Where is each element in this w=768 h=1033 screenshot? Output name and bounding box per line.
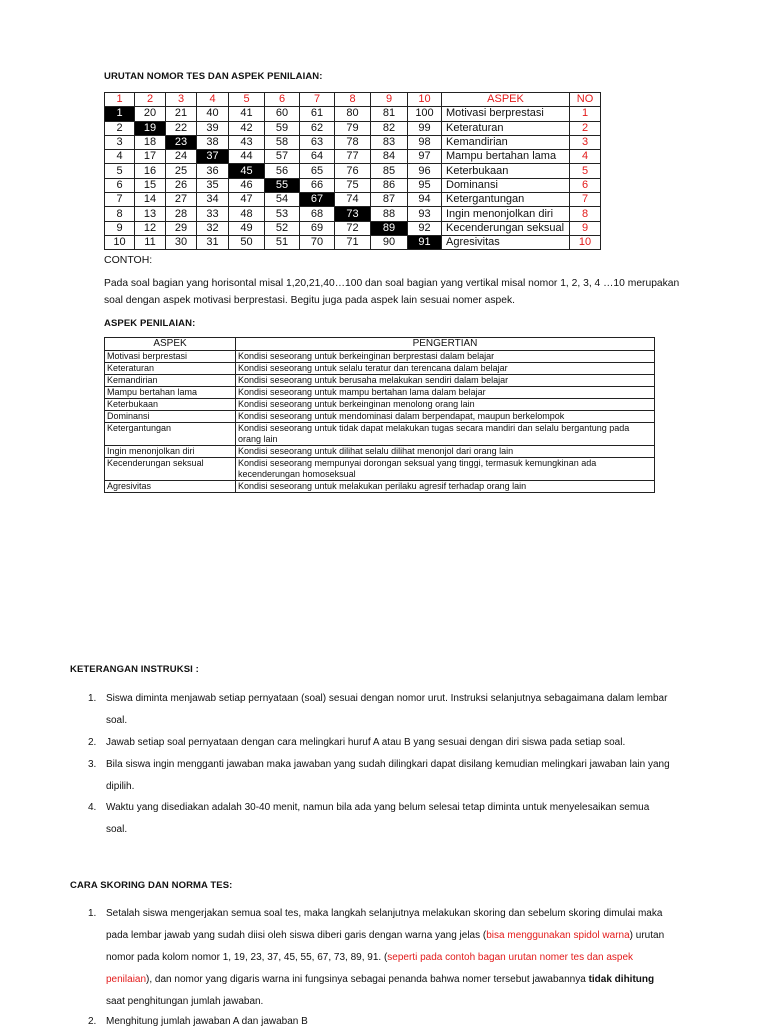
table-cell: 64 [300,150,335,164]
table-cell: 66 [300,178,335,192]
skoring-line: pada lembar jawab yang sudah diisi oleh siswa diberi garis dengan warna yang jelas (bisa menggunakan spidol warna) urutan [106,930,665,941]
table-cell: 44 [229,150,265,164]
instruksi-line: Jawab setiap soal pernyataan dengan cara melingkari huruf A atau B yang sesuai dengan diri siswa pada setiap soal. [106,737,626,748]
pengertian-cell: Kondisi seseorang untuk tidak dapat melakukan tugas secara mandiri dan selalu bergantung pada orang lain [236,423,655,446]
table-cell: 27 [166,193,197,207]
table-header-cell: 7 [300,93,335,107]
no-cell: 2 [570,121,601,135]
aspek-cell: Kecenderungan seksual [442,221,570,235]
table-cell: 30 [166,235,197,249]
skoring-line: Setalah siswa mengerjakan semua soal tes, maka langkah selanjutnya melakukan skoring dan sebelum skoring dimulai maka [106,908,663,919]
table-cell: 48 [229,207,265,221]
table-cell: 34 [197,193,229,207]
pengertian-cell: Kondisi seseorang untuk mampu bertahan lama dalam belajar [236,387,655,399]
table-cell: 19 [135,121,166,135]
table-cell: 52 [265,221,300,235]
table-row [105,481,655,493]
table-cell: 32 [197,221,229,235]
aspek-cell: Keterbukaan [442,164,570,178]
list-number: 1. [88,693,97,704]
table-cell: 9 [105,221,135,235]
table-cell: 59 [265,121,300,135]
aspek-cell: Dominansi [105,411,236,423]
pengertian-cell: Kondisi seseorang untuk mendominasi dalam berpendapat, maupun berkelompok [236,411,655,423]
table-cell: 80 [335,107,371,121]
table-row [105,351,655,363]
table-cell: 54 [265,193,300,207]
aspek-cell: Ketergantungan [442,193,570,207]
table-header-cell: 2 [135,93,166,107]
aspek-cell: Motivasi berprestasi [442,107,570,121]
table-cell: 79 [335,121,371,135]
table-cell: 89 [371,221,408,235]
table-cell: 53 [265,207,300,221]
aspek-cell: Keteraturan [442,121,570,135]
skoring-line: penilaian), dan nomor yang digaris warna ini fungsinya sebagai penanda bahwa nomer tersebut jawabannya tidak dihitung [106,974,655,985]
table-cell: 16 [135,164,166,178]
instruksi-item [88,754,706,798]
pengertian-cell: Kondisi seseorang untuk selalu teratur dan terencana dalam belajar [236,363,655,375]
table-cell: 43 [229,135,265,149]
section-title-skoring: CARA SKORING DAN NORMA TES: [70,880,233,891]
table-cell: 67 [300,193,335,207]
table-cell: 49 [229,221,265,235]
table-cell: 40 [197,107,229,121]
table-cell: 70 [300,235,335,249]
list-number: 3. [88,759,97,770]
table-row [105,164,601,178]
table-row [105,207,601,221]
aspek-cell: Keteraturan [105,363,236,375]
table-cell: 50 [229,235,265,249]
aspek-cell: Kemandirian [442,135,570,149]
table-cell: 10 [105,235,135,249]
table-cell: 77 [335,150,371,164]
table-cell: 86 [371,178,408,192]
table-cell: 41 [229,107,265,121]
section-title-instruksi: KETERANGAN INSTRUKSI : [70,664,199,675]
table-row [105,458,655,481]
aspek-cell: Agresivitas [105,481,236,493]
table-cell: 99 [408,121,442,135]
table-cell: 74 [335,193,371,207]
table-row [105,363,655,375]
table-row [105,221,601,235]
instruksi-line: dipilih. [106,781,135,792]
instruksi-line: Bila siswa ingin mengganti jawaban maka jawaban yang sudah dilingkari dapat disilang kemudian melingkari jawaban lain yang [106,759,670,770]
table-cell: 29 [166,221,197,235]
list-number: 4. [88,802,97,813]
table-cell: 75 [335,178,371,192]
table-row [105,387,655,399]
table-cell: 39 [197,121,229,135]
skoring-line: nomor pada kolom nomor 1, 19, 23, 37, 45, 55, 67, 73, 89, 91. (seperti pada contoh bagan urutan nomer tes dan aspek [106,952,634,963]
table-cell: 97 [408,150,442,164]
table-cell: 68 [300,207,335,221]
table-cell: 15 [135,178,166,192]
table-cell: 98 [408,135,442,149]
table-cell: 28 [166,207,197,221]
table-cell: 35 [197,178,229,192]
no-cell: 4 [570,150,601,164]
table-cell: 17 [135,150,166,164]
table-cell: 65 [300,164,335,178]
table-row [105,107,601,121]
table-cell: 72 [335,221,371,235]
no-cell: 10 [570,235,601,249]
aspek-cell: Ingin menonjolkan diri [442,207,570,221]
table-cell: 93 [408,207,442,221]
table-cell: 91 [408,235,442,249]
table-cell: 88 [371,207,408,221]
table-cell: 21 [166,107,197,121]
table-cell: 18 [135,135,166,149]
table-header-cell: 6 [265,93,300,107]
skoring-line: saat penghitungan jumlah jawaban. [106,996,264,1007]
no-cell: 5 [570,164,601,178]
table-cell: 1 [105,107,135,121]
table-cell: 55 [265,178,300,192]
table-cell: 90 [371,235,408,249]
table-row [105,178,601,192]
table-header-cell: NO [570,93,601,107]
skoring-item-2 [88,1011,706,1033]
table-cell: 60 [265,107,300,121]
table-row [105,423,655,446]
no-cell: 8 [570,207,601,221]
table-cell: 69 [300,221,335,235]
aspek-cell: Kecenderungan seksual [105,458,236,481]
contoh-label: CONTOH: [104,254,153,266]
table-cell: 84 [371,150,408,164]
table-row [105,150,601,164]
table-row [105,121,601,135]
table-cell: 20 [135,107,166,121]
table-cell: 23 [166,135,197,149]
instruksi-line: Siswa diminta menjawab setiap pernyataan (soal) sesuai dengan nomor urut. Instruksi selanjutnya sebagaimana dalam lembar [106,693,668,704]
table-cell: 81 [371,107,408,121]
table-cell: 6 [105,178,135,192]
aspek-penilaian-table [104,337,655,493]
section-title-aspek: ASPEK PENILAIAN: [104,318,196,329]
table-cell: 95 [408,178,442,192]
table-cell: 46 [229,178,265,192]
table-cell: 85 [371,164,408,178]
table-header-cell: 10 [408,93,442,107]
pengertian-cell: Kondisi seseorang untuk berusaha melakukan sendiri dalam belajar [236,375,655,387]
table-cell: 57 [265,150,300,164]
no-cell: 3 [570,135,601,149]
pengertian-cell: Kondisi seseorang untuk berkeinginan berprestasi dalam belajar [236,351,655,363]
table-header-cell: 3 [166,93,197,107]
table-cell: 38 [197,135,229,149]
table-cell: 2 [105,121,135,135]
instruksi-line: soal. [106,715,128,726]
table-header-cell: 8 [335,93,371,107]
table-cell: 26 [166,178,197,192]
table-cell: 51 [265,235,300,249]
aspek-cell: Agresivitas [442,235,570,249]
no-cell: 9 [570,221,601,235]
table-cell: 87 [371,193,408,207]
table-header-cell: 1 [105,93,135,107]
table-row [105,411,655,423]
table-cell: 96 [408,164,442,178]
contoh-text: Pada soal bagian yang horisontal misal 1,20,21,40…100 dan soal bagian yang vertikal misal nomor 1, 2, 3, 4 …10 merupakan soal dengan aspek motivasi berprestasi. Begitu juga pada aspek lain sesuai nomer aspek. [104,278,680,306]
list-number: 2. [88,1016,97,1027]
table-cell: 42 [229,121,265,135]
pengertian-cell: Kondisi seseorang mempunyai dorongan seksual yang tinggi, termasuk kemungkinan ada kecenderungan homoseksual [236,458,655,481]
table-row [105,135,601,149]
aspek-cell: Mampu bertahan lama [442,150,570,164]
table-cell: 33 [197,207,229,221]
skoring-item-1 [88,903,706,1013]
table-cell: 31 [197,235,229,249]
table-header-cell: 4 [197,93,229,107]
table-cell: 3 [105,135,135,149]
aspek-cell: Dominansi [442,178,570,192]
table-header-row [105,93,601,107]
table-header-cell: ASPEK [105,338,236,351]
list-number: 2. [88,737,97,748]
table-cell: 14 [135,193,166,207]
table-row [105,193,601,207]
table-cell: 71 [335,235,371,249]
table-row [105,375,655,387]
table-cell: 25 [166,164,197,178]
table-cell: 22 [166,121,197,135]
table-cell: 63 [300,135,335,149]
instruksi-item [88,688,706,732]
table-cell: 7 [105,193,135,207]
table-cell: 36 [197,164,229,178]
table-cell: 24 [166,150,197,164]
aspek-cell: Ketergantungan [105,423,236,446]
instruksi-line: Waktu yang disediakan adalah 30-40 menit, namun bila ada yang belum selesai tetap diminta untuk menyelesaikan semua [106,802,650,813]
pengertian-cell: Kondisi seseorang untuk melakukan perilaku agresif terhadap orang lain [236,481,655,493]
table-row [105,399,655,411]
table-cell: 47 [229,193,265,207]
pengertian-cell: Kondisi seseorang untuk berkeinginan menolong orang lain [236,399,655,411]
table-cell: 62 [300,121,335,135]
aspek-cell: Kemandirian [105,375,236,387]
table-cell: 56 [265,164,300,178]
table-cell: 73 [335,207,371,221]
table-header-row [105,338,655,351]
table-header-cell: 5 [229,93,265,107]
table-cell: 4 [105,150,135,164]
no-cell: 1 [570,107,601,121]
table-cell: 61 [300,107,335,121]
aspek-cell: Ingin menonjolkan diri [105,446,236,458]
table-cell: 82 [371,121,408,135]
aspek-cell: Keterbukaan [105,399,236,411]
table-header-cell: PENGERTIAN [236,338,655,351]
table-header-cell: ASPEK [442,93,570,107]
table-cell: 92 [408,221,442,235]
table-row [105,446,655,458]
aspek-cell: Mampu bertahan lama [105,387,236,399]
no-cell: 6 [570,178,601,192]
list-number: 1. [88,908,97,919]
table-cell: 45 [229,164,265,178]
table-cell: 11 [135,235,166,249]
table-cell: 83 [371,135,408,149]
pengertian-cell: Kondisi seseorang untuk dilihat selalu dilihat menonjol dari orang lain [236,446,655,458]
table-cell: 94 [408,193,442,207]
table-cell: 100 [408,107,442,121]
table-header-cell: 9 [371,93,408,107]
table-cell: 5 [105,164,135,178]
section-title-urutan: URUTAN NOMOR TES DAN ASPEK PENILAIAN: [104,71,323,82]
aspek-cell: Motivasi berprestasi [105,351,236,363]
table-cell: 78 [335,135,371,149]
no-cell: 7 [570,193,601,207]
table-cell: 13 [135,207,166,221]
instruksi-item [88,797,706,841]
table-cell: 58 [265,135,300,149]
table-cell: 76 [335,164,371,178]
urutan-nomor-table [104,92,601,250]
table-cell: 8 [105,207,135,221]
skoring-line: Menghitung jumlah jawaban A dan jawaban B [106,1016,308,1027]
instruksi-item [88,732,706,754]
instruksi-line: soal. [106,824,128,835]
table-cell: 12 [135,221,166,235]
table-row [105,235,601,249]
table-cell: 37 [197,150,229,164]
